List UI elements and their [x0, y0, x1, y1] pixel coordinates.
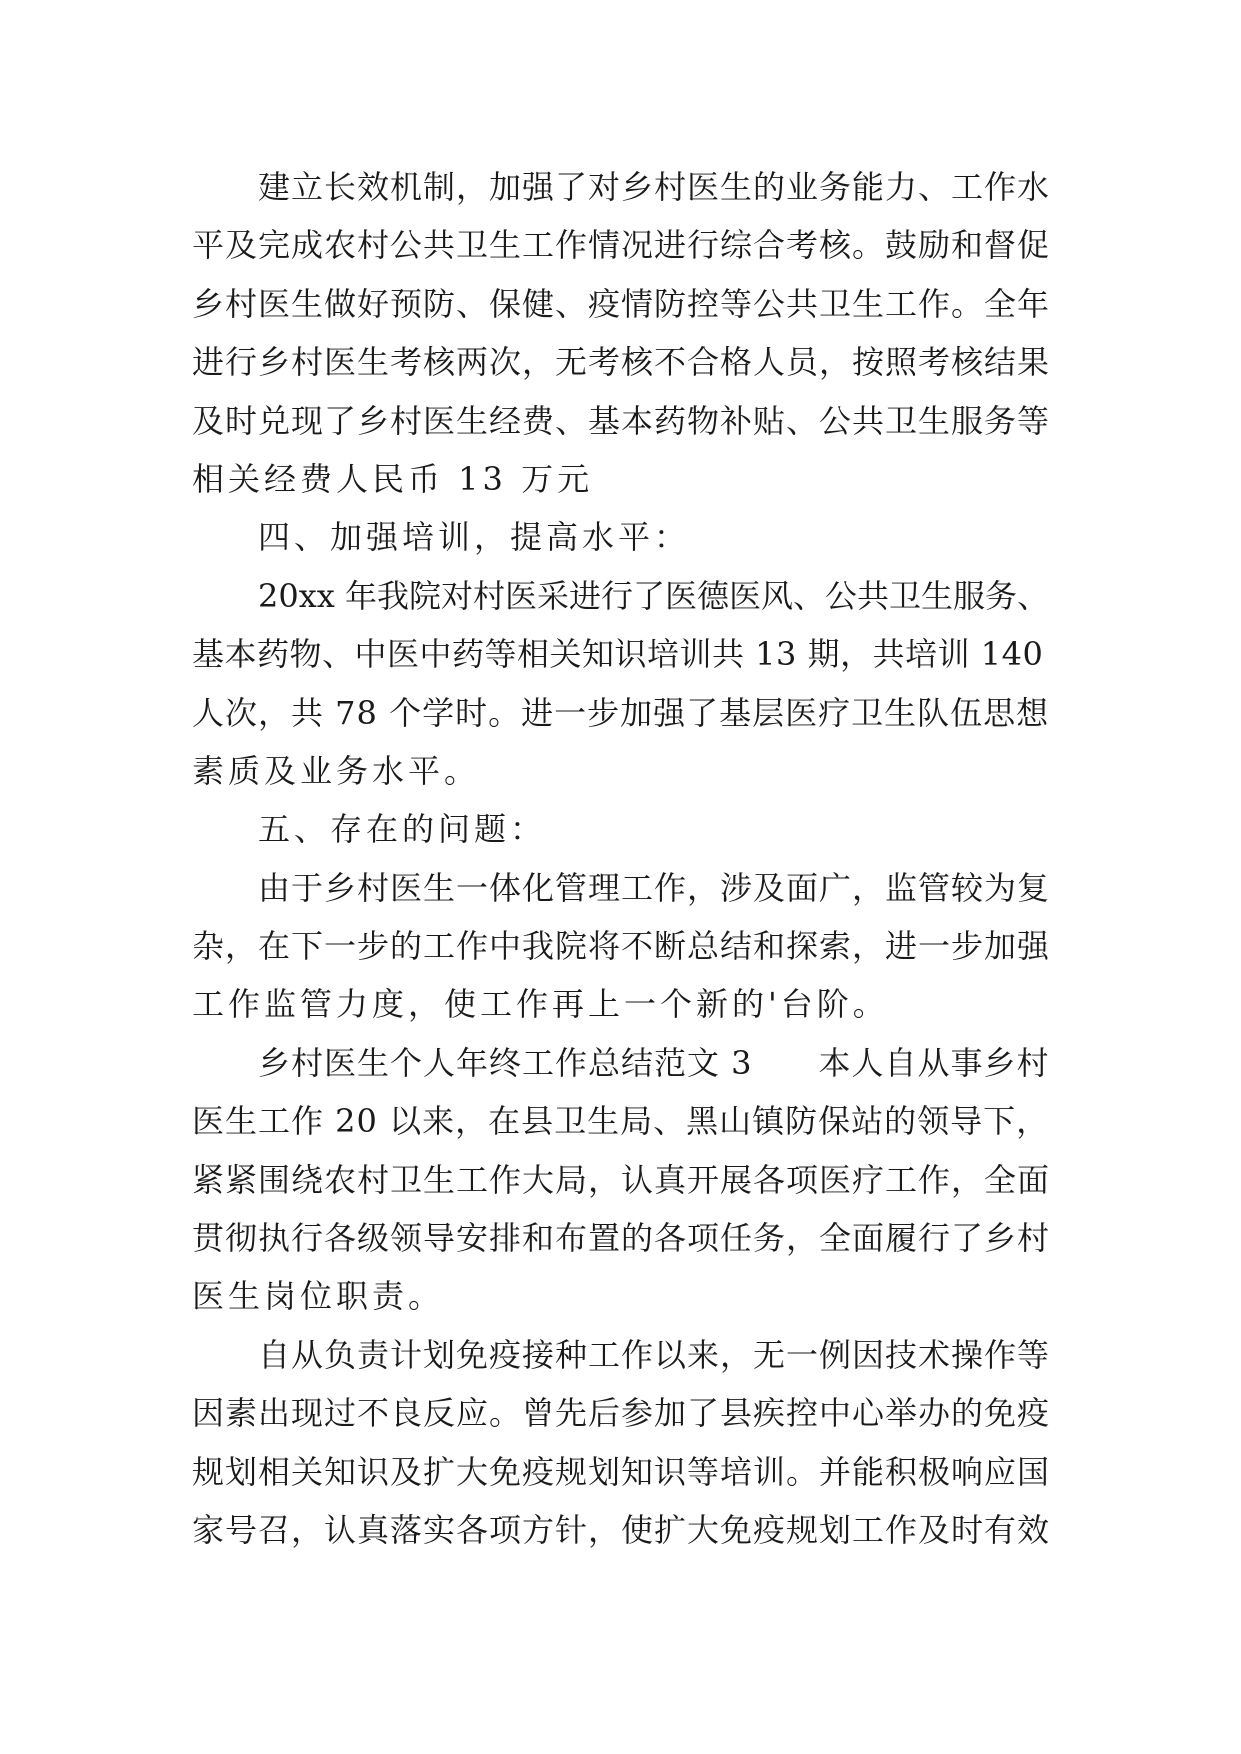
text-line: 规划相关知识及扩大免疫规划知识等培训。并能积极响应国	[192, 1452, 1051, 1491]
text-line: 工作监管力度，使工作再上一个新的'台阶。	[192, 985, 889, 1024]
text-line: 及时兑现了乡村医生经费、基本药物补贴、公共卫生服务等	[192, 401, 1051, 440]
text-line: 杂，在下一步的工作中我院将不断总结和探索，进一步加强	[192, 927, 1051, 966]
text-line: 医生岗位职责。	[192, 1277, 445, 1316]
text-line: 平及完成农村公共卫生工作情况进行综合考核。鼓励和督促	[192, 226, 1051, 265]
text-line: 紧紧围绕农村卫生工作大局，认真开展各项医疗工作，全面	[192, 1160, 1051, 1199]
text-line: 相关经费人民币 13 万元	[192, 459, 594, 498]
text-line: 因素出现过不良反应。曾先后参加了县疾控中心举办的免疫	[192, 1394, 1051, 1433]
text-line: 素质及业务水平。	[192, 751, 481, 790]
section-heading: 五、存在的问题：	[258, 810, 547, 849]
text-line: 基本药物、中医中药等相关知识培训共 13 期，共培训 140	[192, 635, 1044, 674]
section-heading: 四、加强培训，提高水平：	[258, 518, 691, 557]
text-line: 自从负责计划免疫接种工作以来，无一例因技术操作等	[258, 1335, 1051, 1374]
text-line: 医生工作 20 以来，在县卫生局、黑山镇防保站的领导下，	[192, 1102, 1050, 1141]
text-line: 进行乡村医生考核两次，无考核不合格人员，按照考核结果	[192, 343, 1051, 382]
text-line: 建立长效机制，加强了对乡村医生的业务能力、工作水	[258, 168, 1051, 206]
text-line: 贯彻执行各级领导安排和布置的各项任务，全面履行了乡村	[192, 1219, 1051, 1258]
text-line: 人次，共 78 个学时。进一步加强了基层医疗卫生队伍思想	[192, 693, 1050, 732]
text-line: 20xx 年我院对村医采进行了医德医风、公共卫生服务、	[258, 576, 1049, 615]
text-line: 乡村医生个人年终工作总结范文 3 本人自从事乡村	[258, 1043, 1050, 1082]
text-line: 由于乡村医生一体化管理工作，涉及面广，监管较为复	[258, 868, 1051, 907]
document-body	[192, 158, 1052, 1559]
text-line: 家号召，认真落实各项方针，使扩大免疫规划工作及时有效	[192, 1510, 1051, 1549]
text-line: 乡村医生做好预防、保健、疫情防控等公共卫生工作。全年	[192, 284, 1051, 323]
